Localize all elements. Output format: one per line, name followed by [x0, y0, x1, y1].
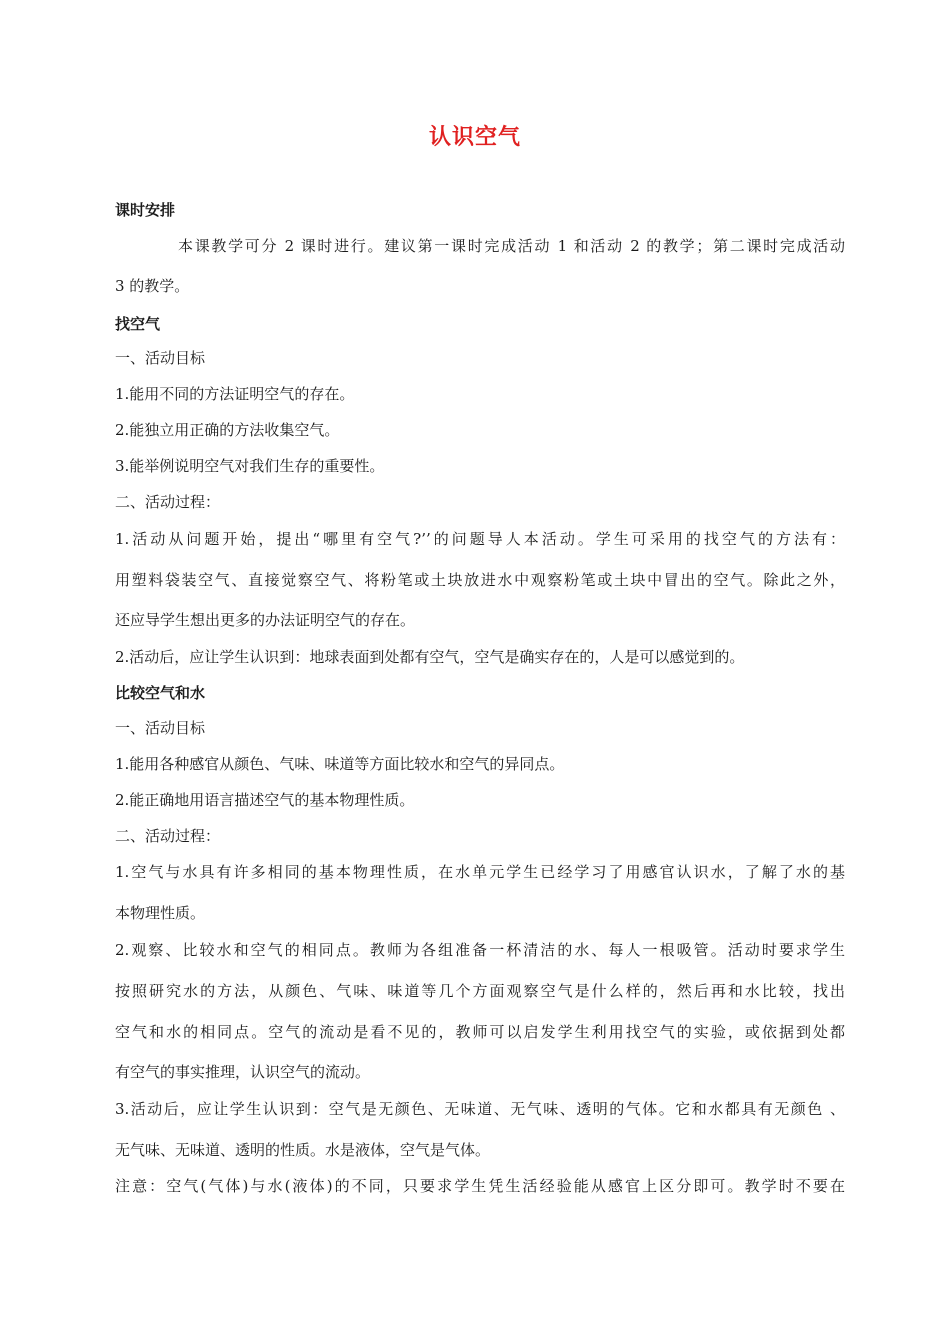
document-title: 认识空气	[428, 125, 521, 150]
subheading: 一、活动目标	[115, 349, 206, 367]
subheading: 二、活动过程：	[115, 493, 221, 511]
paragraph-line: 注意：空气(气体)与水(液体)的不同，只要求学生凭生活经验能从感官上区分即可。教学时不要在	[115, 1177, 845, 1195]
paragraph-line: 无气味、无味道、透明的性质。水是液体，空气是气体。	[115, 1141, 491, 1159]
paragraph-line: 空气和水的相同点。空气的流动是看不见的，教师可以启发学生利用找空气的实验，或依据到处都	[115, 1023, 845, 1041]
paragraph-line: 3.活动后，应让学生认识到：空气是无颜色、无味道、无气味、透明的气体。它和水都具有无颜色 、	[115, 1100, 845, 1118]
paragraph-line: 本课教学可分 2 课时进行。建议第一课时完成活动 1 和活动 2 的教学；第二课时完成活动	[178, 237, 845, 255]
section-heading-schedule: 课时安排	[115, 201, 176, 219]
subheading: 二、活动过程：	[115, 827, 221, 845]
paragraph-line: 还应导学生想出更多的办法证明空气的存在。	[115, 611, 416, 629]
section-heading-find-air: 找空气	[115, 315, 161, 333]
paragraph-line: 按照研究水的方法，从颜色、气味、味道等几个方面观察空气是什么样的，然后再和水比较，找出	[115, 982, 845, 1000]
section-heading-compare: 比较空气和水	[115, 684, 206, 702]
paragraph-line: 用塑料袋装空气、直接觉察空气、将粉笔或土块放进水中观察粉笔或土块中冒出的空气。除此之外，	[115, 571, 845, 589]
list-item: 1.能用不同的方法证明空气的存在。	[115, 385, 355, 403]
paragraph-line: 2.活动后，应让学生认识到：地球表面到处都有空气，空气是确实存在的，人是可以感觉到的。	[115, 648, 745, 666]
paragraph-line: 3 的教学。	[115, 277, 190, 295]
paragraph-line: 有空气的事实推理，认识空气的流动。	[115, 1063, 371, 1081]
paragraph-line: 1.空气与水具有许多相同的基本物理性质，在水单元学生已经学习了用感官认识水，了解了水的基	[115, 863, 845, 881]
list-item: 3.能举例说明空气对我们生存的重要性。	[115, 457, 385, 475]
paragraph-line: 本物理性质。	[115, 904, 206, 922]
list-item: 1.能用各种感官从颜色、气味、味道等方面比较水和空气的异同点。	[115, 755, 565, 773]
list-item: 2.能正确地用语言描述空气的基本物理性质。	[115, 791, 415, 809]
paragraph-line: 1.活动从问题开始，提出“哪里有空气?’’的问题导人本活动。学生可采用的找空气的方法有：	[115, 530, 845, 548]
paragraph-line: 2.观察、比较水和空气的相同点。教师为各组准备一杯清洁的水、每人一根吸管。活动时要求学生	[115, 941, 845, 959]
subheading: 一、活动目标	[115, 719, 206, 737]
list-item: 2.能独立用正确的方法收集空气。	[115, 421, 340, 439]
